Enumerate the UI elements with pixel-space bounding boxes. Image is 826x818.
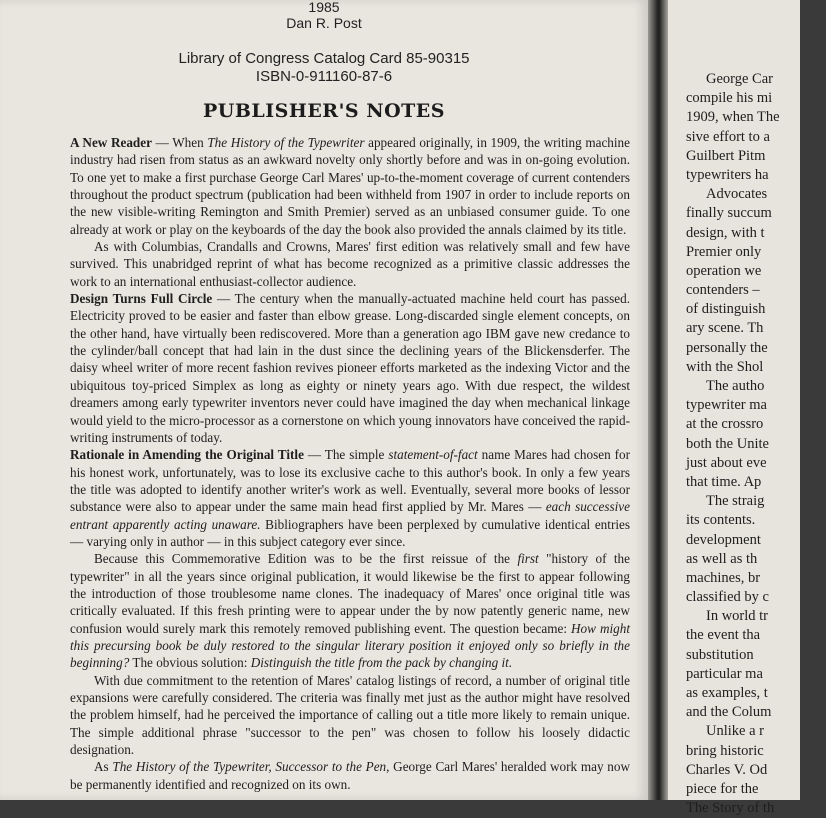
right-page-line: substitution — [686, 646, 754, 663]
publisher-name: Dan R. Post — [286, 15, 362, 31]
paragraph-rationale — [70, 446, 630, 550]
right-page-line: typewriters ha — [686, 166, 769, 183]
paragraph-new-reader — [70, 134, 630, 238]
right-page-line: with the Shol — [686, 358, 764, 375]
right-page-line: operation we — [686, 262, 762, 279]
book-gutter — [648, 0, 668, 800]
emphasis: How might this precursing book be duly restored to the singular literary position it enjoyed only so briefly in the beginning? — [70, 620, 631, 671]
right-page-line: at the crossro — [686, 416, 764, 433]
right-page-line: just about eve — [686, 454, 767, 471]
isbn-number: ISBN-0-911160-87-6 — [255, 68, 393, 85]
right-page-line: Premier only — [686, 243, 762, 260]
emphasis: each successive entrant apparently acting unaware. — [70, 499, 630, 532]
right-page-line: contenders – — [686, 282, 760, 299]
text-span: name Mares had chosen for his honest work, unfortunately, was to lose its exclusive cache to this author's book. In only a few years the title was adopted to identify another writer's work as well. Eventually, several more books of lessor substance were also to appear under the same main head first applied by Mr. Mares — — [70, 447, 630, 515]
section-heading: Design Turns Full Circle — [70, 291, 213, 307]
right-page-line: Unlike a r — [706, 723, 764, 740]
right-page-line: development — [686, 531, 761, 548]
right-page-line: as well as th — [686, 550, 758, 567]
right-page-line: the event tha — [686, 627, 761, 644]
text-span: — The simple — [303, 447, 389, 463]
emphasis: Distinguish the title from the pack by changing it. — [250, 655, 513, 671]
right-page-line: design, with t — [686, 224, 765, 241]
right-page-line: as examples, t — [686, 685, 768, 701]
right-page-line: George Car — [706, 71, 773, 87]
emphasis: first — [517, 551, 539, 567]
page-title: PUBLISHER'S NOTES — [202, 100, 446, 122]
emphasis: statement-of-fact — [388, 447, 478, 463]
text-span: , George Carl Mares' heralded work may now be permanently identified and recognized on its own. — [70, 759, 630, 792]
right-page-line: of distinguish — [686, 301, 766, 318]
text-span: "history of the typewriter" in all the years since original publication, it would likewise be the first to appear following the introduction of those troublesome name clones. The inadequacy of Mares' once original title was critically evaluated. If this fresh printing were to appear under the by now patently generic name, new confusion would surely mark this remotely removed publishing event. The question became: — [70, 551, 630, 636]
right-page-line: personally the — [686, 339, 768, 356]
paragraph-survivors: As with Columbias, Crandalls and Crowns, Mares' first edition was relatively small and few have survived. This unabridged reprint of what has become recognized as a primitive classic addresses the work to an international enthusiast-collector audience. — [70, 239, 630, 289]
body-text — [70, 134, 630, 793]
right-page-line: its contents. — [686, 512, 756, 529]
right-page-line: Advocates — [706, 186, 768, 203]
paragraph-commitment: With due commitment to the retention of Mares' catalog listings of record, a number of original title expansions were carefully considered. The criteria was finally met just as the author might have resolved the problem himself, had he perceived the importance of calling out a title more likely to remain unique. The simple additional phrase "successor to the pen" was chosen to follow his loosely didactic designation. — [70, 672, 630, 758]
right-page-line: and the Colum — [686, 704, 772, 721]
right-page-line: 1909, when The — [686, 109, 780, 126]
right-page-line: machines, br — [686, 569, 761, 586]
book-title: The History of the Typewriter — [207, 135, 365, 150]
right-page — [668, 0, 800, 817]
right-page-line: piece for the — [686, 780, 759, 797]
right-page-line: compile his mi — [686, 90, 773, 107]
right-page-line: typewriter ma — [686, 397, 767, 414]
book-title: The History of the Typewriter, Successor to the Pen — [112, 759, 387, 775]
right-page-line: The straig — [706, 493, 765, 510]
section-heading: A New Reader — [70, 135, 152, 150]
text-span: Because this Commemorative Edition was to be the first reissue of the — [94, 551, 518, 567]
paragraph-commemorative — [70, 550, 630, 671]
publication-year: 1985 — [308, 0, 340, 15]
right-page-line: both the Unite — [686, 435, 769, 452]
right-page-line: that time. Ap — [686, 473, 762, 490]
right-page-line: finally succum — [686, 205, 772, 222]
right-page-line: ary scene. Th — [686, 320, 764, 337]
catalog-card-number: Library of Congress Catalog Card 85-90315 — [178, 50, 470, 67]
right-page-line: The Story of th — [686, 800, 775, 817]
right-page-line: particular ma — [686, 665, 763, 682]
right-page-line: bring historic — [686, 742, 764, 759]
text-span: — When — [151, 135, 208, 150]
text-span: The obvious solution: — [129, 655, 251, 671]
right-page-line: Charles V. Od — [686, 761, 768, 778]
paragraph-new-title — [70, 758, 630, 793]
section-heading: Rationale in Amending the Original Title — [70, 447, 304, 463]
text-span: Bibliographers have been perplexed by cumulative identical entries — varying only in author — in this subject category ever since. — [70, 516, 630, 549]
text-span: As — [94, 759, 113, 775]
right-page-text — [686, 70, 826, 818]
right-page-line: The autho — [706, 378, 765, 394]
paragraph-design — [70, 290, 630, 446]
right-page-line: classified by c — [686, 589, 769, 606]
right-page-line: Guilbert Pitm — [686, 147, 766, 164]
text-span: — The century when the manually-actuated machine held court has passed. Electricity proved to be easier and faster than elbow grease. Long-discarded single element concepts, on the other hand, have virtually been rediscovered. More than a generation ago IBM gave new credance to the cylinder/ball concept that had lain in the dust since the declining years of the Blickensderfer. The daisy wheel writer of more recent fashion revives pioneer efforts marketed as the indexing Victor and the ubiquitous toy-priced Simplex as long as eighty or ninety years ago. With due respect, the wildest dreamers among early typewriter inventors never could have imagined the day when mechanical linkage would yield to the micro-processor as a cornerstone on which young innovators have conceived the rapid-writing instruments of today. — [70, 291, 630, 445]
right-page-line: sive effort to a — [686, 128, 770, 145]
right-page-line: In world tr — [706, 608, 769, 625]
text-span: appeared originally, in 1909, the writing machine industry had risen from status as an awkward novelty only shortly before and was in on-going evolution. To one yet to make a first purchase George Carl Mares' up-to-the-moment coverage of current contenders throughout the product spectrum (publication had been withheld from 1907 in order to include reports on the new visible-writing Remington and Smith Premier) served as an unbiased consumer guide. To one already at work or play on the keyboards of the day the book also provided the annals claimed by its title. — [70, 135, 631, 237]
